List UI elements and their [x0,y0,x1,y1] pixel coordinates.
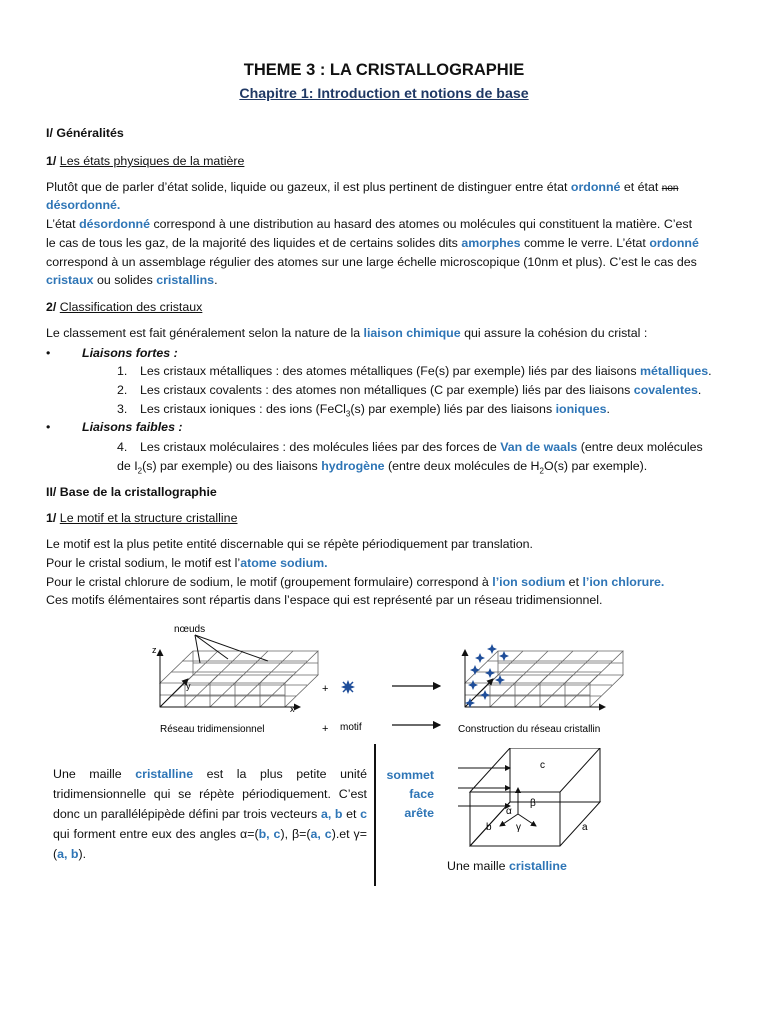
plus-sign-1: + [322,683,329,695]
list-number: 1. [117,364,128,378]
strong-bonds-label: Liaisons fortes : [82,346,178,360]
label-arete: arête [404,806,434,820]
bullet-icon: • [46,346,51,360]
right-lattice [465,651,623,707]
list-item: Les cristaux moléculaires : des molécules liées par des forces de Van de waals (entre deux molécules [140,440,703,454]
gamma-label: γ [516,822,521,833]
maille-labels [382,766,434,823]
vector-c-label: c [540,760,545,771]
list-number: 3. [117,402,128,416]
lattice-figure [140,615,740,740]
motif-stars-group [465,644,509,708]
bullet-icon: • [46,420,51,434]
left-lattice [160,651,318,707]
unit-cell-figure [440,748,630,852]
page-title: THEME 3 : LA CRISTALLOGRAPHIE [243,61,525,79]
subsection-heading-1-1: 1/ Les états physiques de la matière [46,154,245,168]
subsection-heading-2-1: 1/ Le motif et la structure cristalline [46,511,238,525]
paragraph-line: désordonné. [46,198,121,212]
vector-a-label: a [582,822,588,833]
unit-cell-caption: Une maille cristalline [447,859,567,873]
paragraph-line: Pour le cristal chlorure de sodium, le motif (groupement formulaire) correspond à l’ion sodium et l’ion chlorure. [46,575,665,589]
z-axis-label: z [152,645,157,655]
label-face: face [409,787,434,801]
section-heading-1: I/ Généralités [46,126,124,140]
paragraph-line: le cas de tous les gaz, de la majorité des liquides et de certains solides dits amorphes comme le verre. L’état ordonné [46,236,699,250]
subsection-heading-1-2: 2/ Classification des cristaux [46,300,203,314]
maille-definition: Une maille cristalline est la plus petite unité tridimensionnelle qui se répète périodiquement. C’est donc un parallélépipède défini par trois vecteurs a, b et c qui forment entre eux des angles α=(b, c), β=(a, c).et γ=(a, b). [53,767,368,861]
paragraph-line: Le classement est fait généralement selon la nature de la liaison chimique qui assure la cohésion du cristal : [46,326,648,340]
list-number: 2. [117,383,128,397]
vector-b-label: b [486,822,492,833]
right-caption: Construction du réseau cristallin [458,724,601,735]
list-item: Les cristaux covalents : des atomes non métalliques (C par exemple) liés par des liaisons covalentes. [140,383,702,397]
paragraph-line: Pour le cristal sodium, le motif est l’atome sodium. [46,556,328,570]
motif-label: motif [340,722,362,733]
paragraph-line: L’état désordonné correspond à une distribution au hasard des atomes ou molécules qui constituent la matière. C’est [46,217,693,231]
label-sommet: sommet [386,768,434,782]
paragraph-line: Plutôt que de parler d’état solide, liquide ou gazeux, il est plus pertinent de distinguer entre état ordonné et état non [46,180,679,194]
weak-bonds-label: Liaisons faibles : [82,420,183,434]
beta-label: β [530,798,536,809]
paragraph-line: Le motif est la plus petite entité discernable qui se répète périodiquement par translation. [46,537,533,551]
left-caption: Réseau tridimensionnel [160,724,265,735]
paragraph-line: Ces motifs élémentaires sont répartis dans l’espace qui est représenté par un réseau tridimensionnel. [46,593,603,607]
vertical-divider [374,744,376,886]
motif-star-icon [341,680,355,694]
list-item-continuation: de $I_2(s)$ par exemple) ou des liaisons hydrogène (entre deux molécules de $H_2O(s)$ par exemple). [117,459,648,476]
noeuds-label: nœuds [174,624,206,635]
x-axis-label: x [290,704,295,714]
list-item: Les cristaux métalliques : des atomes métalliques (Fe(s) par exemple) liés par des liaisons métalliques. [140,364,712,378]
plus-sign-2: + [322,723,329,735]
y-axis-label: y [186,681,191,691]
paragraph-line: correspond à un assemblage régulier des atomes sur une large échelle microscopique (10nm et plus). C’est le cas des [46,255,697,269]
section-heading-2: II/ Base de la cristallographie [46,485,217,499]
list-item: Les cristaux ioniques : des ions (FeCl$_3$(s) par exemple) liés par des liaisons ioniques. [140,402,610,419]
alpha-label: α [506,806,512,817]
page-subtitle: Chapitre 1: Introduction et notions de base [239,86,529,102]
list-number: 4. [117,440,128,454]
paragraph-line: cristaux ou solides cristallins. [46,273,218,287]
